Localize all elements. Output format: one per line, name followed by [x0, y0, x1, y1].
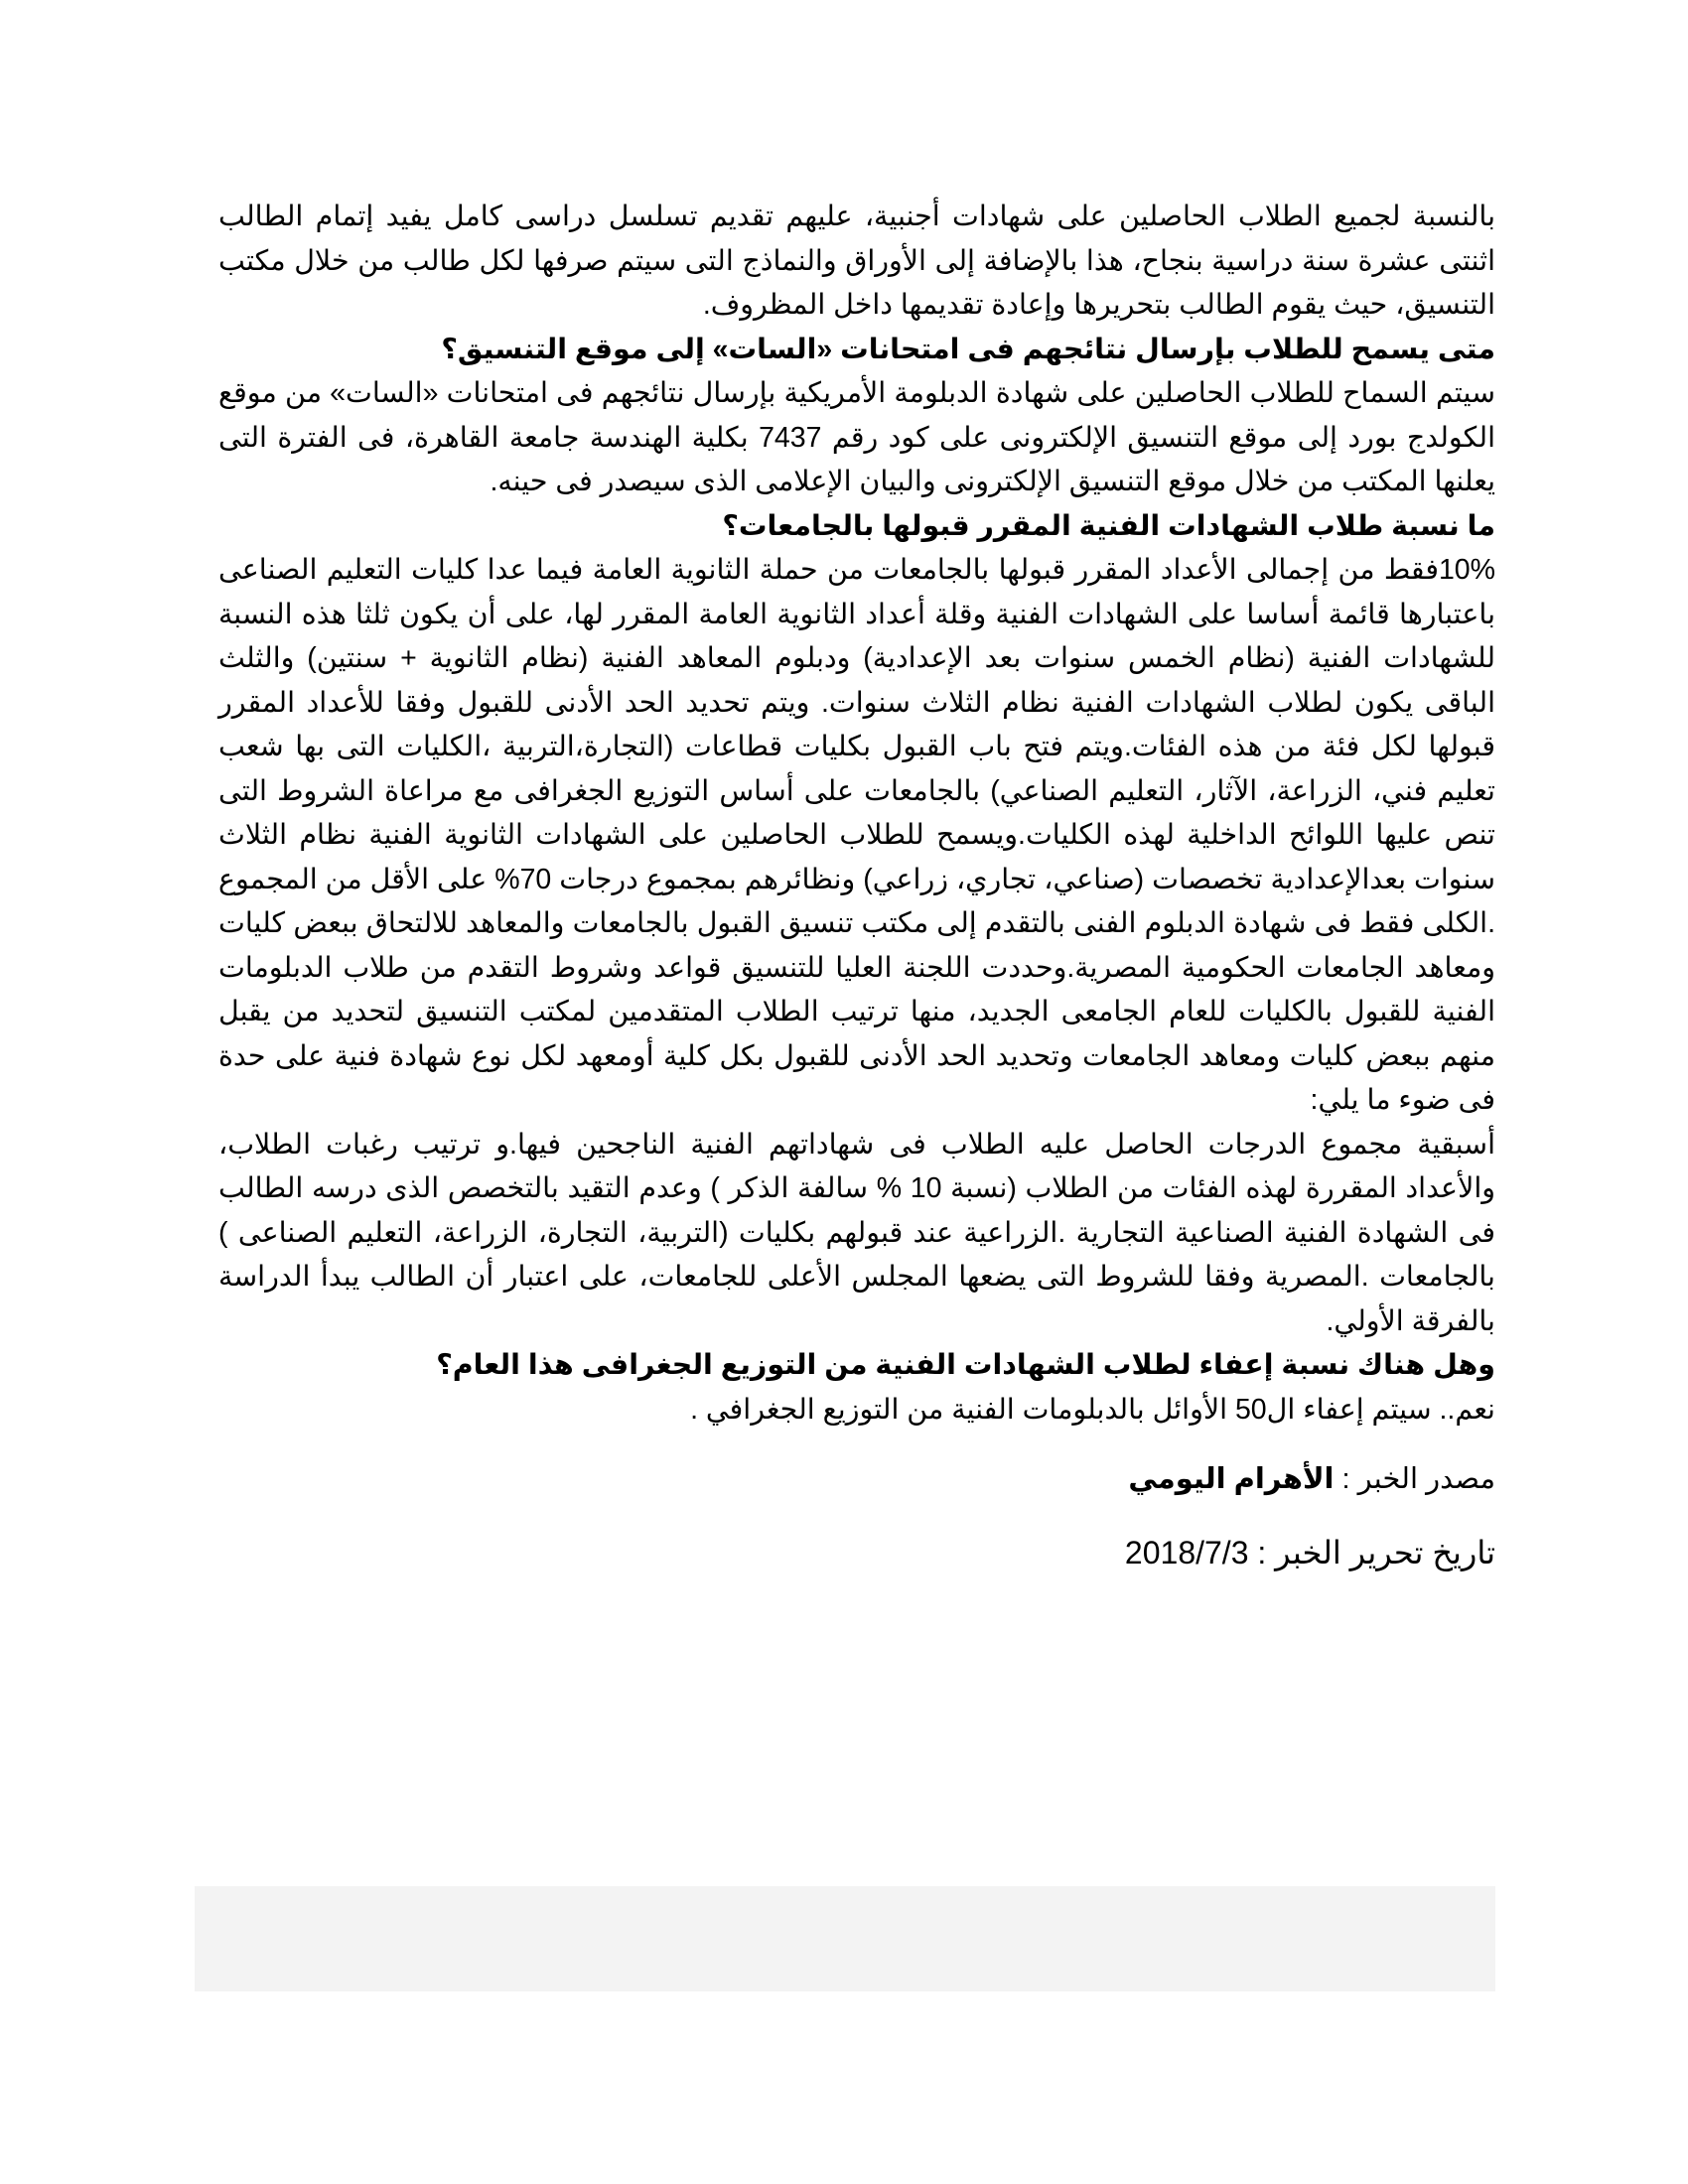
paragraph-sat-results: سيتم السماح للطلاب الحاصلين على شهادة الدبلومة الأمريكية بإرسال نتائجهم فى امتحانات «السات» من موقع الكولدج بورد إلى موقع التنسيق الإلكترونى على كود رقم 7437 بكلية الهندسة جامعة القاهرة، فى الفترة التى يعلنها المكتب من خلال موقع التنسيق الإلكترونى والبيان الإعلامى الذى سيصدر فى حينه.	[218, 377, 1495, 497]
paragraph-ranking-criteria: أسبقية مجموع الدرجات الحاصل عليه الطلاب فى شهاداتهم الفنية الناجحين فيها.و ترتيب رغبات الطلاب، والأعداد المقررة لهذه الفئات من الطلاب (نسبة 10 % سالفة الذكر ) وعدم التقيد بالتخصص الذى درسه الطالب فى الشهادة الفنية الصناعية التجارية .الزراعية عند قبولهم بكليات (التربية، التجارة، الزراعة، التعليم الصناعى ) بالجامعات .المصرية وفقا للشروط التى يضعها المجلس الأعلى للجامعات، على اعتبار أن الطالب يبدأ الدراسة بالفرقة الأولي.	[218, 1128, 1496, 1337]
article-body	[218, 195, 1495, 1572]
question-heading-technical-ratio: ما نسبة طلاب الشهادات الفنية المقرر قبولها بالجامعات؟	[722, 509, 1495, 542]
paragraph-exemption-answer: نعم.. سيتم إعفاء ال50 الأوائل بالدبلومات الفنية من التوزيع الجغرافي .	[690, 1393, 1495, 1426]
news-date-label: تاريخ تحرير الخبر :	[1248, 1535, 1495, 1570]
paragraph-technical-ratio: 10%فقط من إجمالى الأعداد المقرر قبولها بالجامعات من حملة الثانوية العامة فيما عدا كليات التعليم الصناعى باعتبارها قائمة أساسا على الشهادات الفنية وقلة أعداد الثانوية العامة المقرر لها، على أن يكون ثلثا هذه النسبة للشهادات الفنية (نظام الخمس سنوات بعد الإعدادية) ودبلوم المعاهد الفنية (نظام الثانوية + سنتين) والثلث الباقى يكون لطلاب الشهادات الفنية نظام الثلاث سنوات. ويتم تحديد الحد الأدنى للقبول وفقا للأعداد المقرر قبولها لكل فئة من هذه الفئات.ويتم فتح باب القبول بكليات قطاعات (التجارة،التربية ،الكليات التى بها شعب تعليم فني، الزراعة، الآثار، التعليم الصناعي) بالجامعات على أساس التوزيع الجغرافى مع مراعاة الشروط التى تنص عليها اللوائح الداخلية لهذه الكليات.ويسمح للطلاب الحاصلين على الشهادات الثانوية الفنية نظام الثلاث سنوات بعدالإعدادية تخصصات (صناعي، تجاري، زراعي) ونظائرهم بمجموع درجات 70% على الأقل من المجموع .الكلى فقط فى شهادة الدبلوم الفنى بالتقدم إلى مكتب تنسيق القبول بالجامعات والمعاهد للالتحاق ببعض كليات ومعاهد الجامعات الحكومية المصرية.وحددت اللجنة العليا للتنسيق قواعد وشروط التقدم من طلاب الدبلومات الفنية للقبول بالكليات للعام الجامعى الجديد، منها ترتيب الطلاب المتقدمين لمكتب التنسيق لتحديد من يقبل منهم ببعض كليات ومعاهد الجامعات وتحديد الحد الأدنى للقبول بكل كلية أومعهد لكل نوع شهادة فنية على حدة فى ضوء ما يلي:	[218, 554, 1495, 1116]
news-date-value: 2018/7/3	[1124, 1535, 1249, 1570]
question-heading-sat: متى يسمح للطلاب بإرسال نتائجهم فى امتحانات «السات» إلى موقع التنسيق؟	[441, 333, 1495, 365]
news-date-line	[218, 1533, 1495, 1572]
question-heading-exemption: وهل هناك نسبة إعفاء لطلاب الشهادات الفنية من التوزيع الجغرافى هذا العام؟	[436, 1349, 1495, 1381]
paragraph-foreign-certificates: بالنسبة لجميع الطلاب الحاصلين على شهادات أجنبية، عليهم تقديم تسلسل دراسى كامل يفيد إتمام الطالب اثنتى عشرة سنة دراسية بنجاح، هذا بالإضافة إلى الأوراق والنماذج التى سيتم صرفها لكل طالب من خلال مكتب التنسيق، حيث يقوم الطالب بتحريرها وإعادة تقديمها داخل المظروف.	[218, 201, 1495, 321]
news-source-label: مصدر الخبر :	[1334, 1463, 1495, 1495]
news-source-line	[218, 1459, 1495, 1499]
news-source-value: الأهرام اليومي	[1128, 1463, 1335, 1495]
footer-bar	[195, 1886, 1495, 1991]
